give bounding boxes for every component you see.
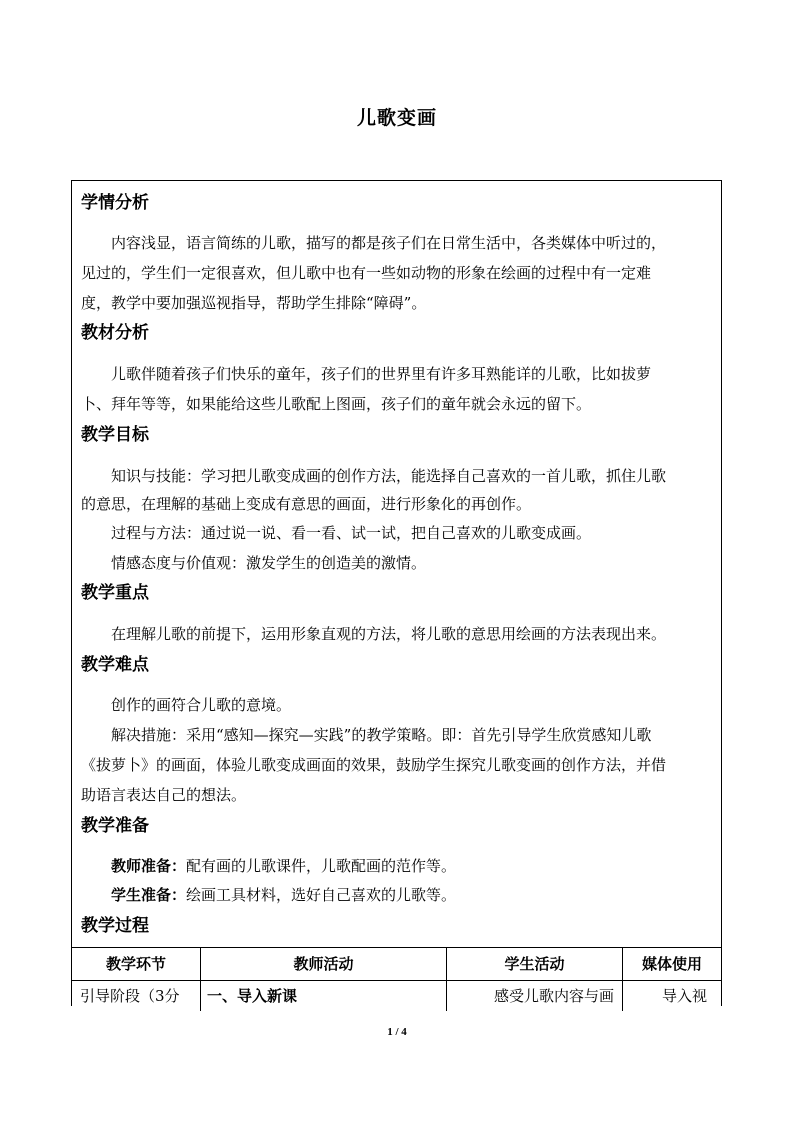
table-cell: 导入视 xyxy=(622,981,721,1011)
table-cell: 感受儿歌内容与画 xyxy=(446,981,622,1011)
prep-label: 学生准备： xyxy=(111,886,187,904)
lesson-plan-frame xyxy=(71,180,722,1006)
prep-item-student xyxy=(111,885,456,905)
paragraph-line: 过程与方法：通过说一说、看一看、试一试，把自己喜欢的儿歌变成画。 xyxy=(111,524,592,542)
page-title: 儿歌变画 xyxy=(356,107,437,129)
paragraph-line: 的意思，在理解的基础上变成有意思的画面，进行形象化的再创作。 xyxy=(81,495,532,513)
prep-text: 配有画的儿歌课件，儿歌配画的范作等。 xyxy=(186,857,457,875)
paragraph-line: 在理解儿歌的前提下，运用形象直观的方法，将儿歌的意思用绘画的方法表现出来。 xyxy=(111,625,667,643)
paragraph-line: 助语言表达自己的想法。 xyxy=(81,786,247,804)
process-table-header xyxy=(72,947,721,981)
paragraph-line: 解决措施：采用“感知—探究—实践”的教学策略。即：首先引导学生欣赏感知儿歌 xyxy=(111,726,652,744)
section-heading-material-analysis: 教材分析 xyxy=(81,323,149,343)
prep-item-teacher xyxy=(111,856,456,876)
table-header-cell: 学生活动 xyxy=(446,948,622,981)
page-number: 1 / 4 xyxy=(387,1026,407,1038)
table-header-cell: 教学环节 xyxy=(105,955,166,973)
paragraph-line: 创作的画符合儿歌的意境。 xyxy=(111,696,292,714)
section-heading-key-points: 教学重点 xyxy=(81,583,149,603)
prep-text: 绘画工具材料，选好自己喜欢的儿歌等。 xyxy=(186,886,457,904)
table-header-cell: 媒体使用 xyxy=(622,948,721,981)
section-heading-teaching-goals: 教学目标 xyxy=(81,425,149,445)
table-cell: 一、导入新课 xyxy=(200,981,446,1011)
paragraph-line: 《拔萝卜》的画面，体验儿歌变成画面的效果，鼓励学生探究儿歌变画的创作方法，并借 xyxy=(81,756,667,774)
section-heading-process: 教学过程 xyxy=(81,916,149,936)
section-heading-preparation: 教学准备 xyxy=(81,816,149,836)
paragraph-line: 情感态度与价值观：激发学生的创造美的激情。 xyxy=(111,554,427,572)
paragraph-line: 儿歌伴随着孩子们快乐的童年，孩子们的世界里有许多耳熟能详的儿歌，比如拔萝 xyxy=(111,365,652,383)
paragraph-line: 度，教学中要加强巡视指导，帮助学生排除“障碍”。 xyxy=(81,294,427,312)
table-cell: 引导阶段（3分 xyxy=(80,987,180,1005)
section-heading-student-analysis: 学情分析 xyxy=(81,193,149,213)
section-heading-difficulties: 教学难点 xyxy=(81,655,149,675)
paragraph-line: 卜、拜年等等，如果能给这些儿歌配上图画，孩子们的童年就会永远的留下。 xyxy=(81,395,592,413)
paragraph-line: 知识与技能：学习把儿歌变成画的创作方法，能选择自己喜欢的一首儿歌，抓住儿歌 xyxy=(111,467,667,485)
paragraph-line: 见过的，学生们一定很喜欢，但儿歌中也有一些如动物的形象在绘画的过程中有一定难 xyxy=(81,264,652,282)
paragraph-line: 内容浅显，语言简练的儿歌，描写的都是孩子们在日常生活中，各类媒体中听过的， xyxy=(111,234,667,252)
table-row xyxy=(72,980,721,1011)
prep-label: 教师准备： xyxy=(111,857,187,875)
table-header-cell: 教师活动 xyxy=(200,948,446,981)
